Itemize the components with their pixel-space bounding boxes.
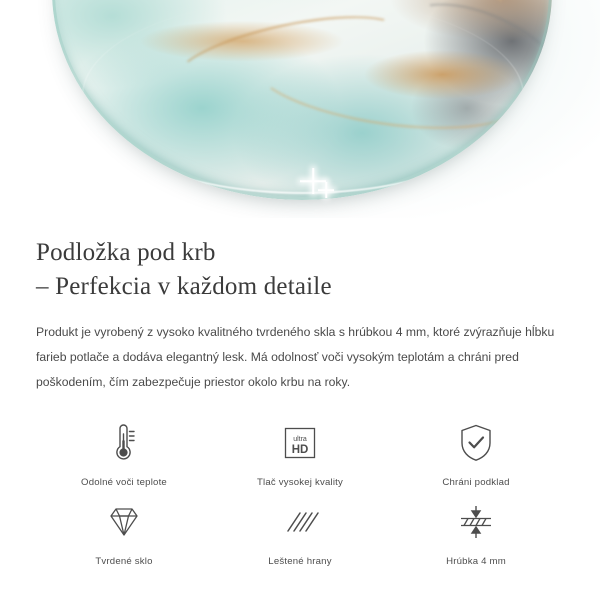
content-block [0,218,600,567]
feature-label: Odolné voči teplote [81,476,167,488]
hero-image [0,0,600,218]
feature-label: Hrúbka 4 mm [446,555,506,567]
feature-item [36,500,212,567]
shield-check-icon [457,421,495,465]
svg-text:HD: HD [291,443,309,456]
feature-label: Tvrdené sklo [95,555,153,567]
feature-item [212,421,388,488]
thickness-arrows-icon [454,500,498,544]
diamond-icon [103,500,145,544]
ultra-hd-icon [280,421,320,465]
feature-item [36,421,212,488]
headline-line-1: Podložka pod krb [36,239,216,266]
feature-item [212,500,388,567]
thermometer-icon [107,421,141,465]
svg-text:ultra: ultra [293,435,307,443]
feature-grid [36,421,564,567]
feature-label: Leštené hrany [268,555,332,567]
feature-item [388,500,564,567]
glass-rim-highlight [82,0,524,194]
feature-label: Tlač vysokej kvality [256,476,344,488]
product-description-text: Produkt je vyrobený z vysoko kvalitného tvrdeného skla s hrúbkou 4 mm, ktoré zvýrazňuje hĺbku farieb potlače a dodáva elegantný lesk. Má odolnosť voči vysokým teplotám a chráni pred poškodením, čím zabezpečuje priestor okolo krbu na roky. [36,324,555,389]
polished-edges-icon [280,500,320,544]
feature-item [388,421,564,488]
feature-label: Chráni podklad [442,476,510,488]
page-title [36,236,564,304]
headline-line-2: – Perfekcia v každom detaile [36,272,332,300]
